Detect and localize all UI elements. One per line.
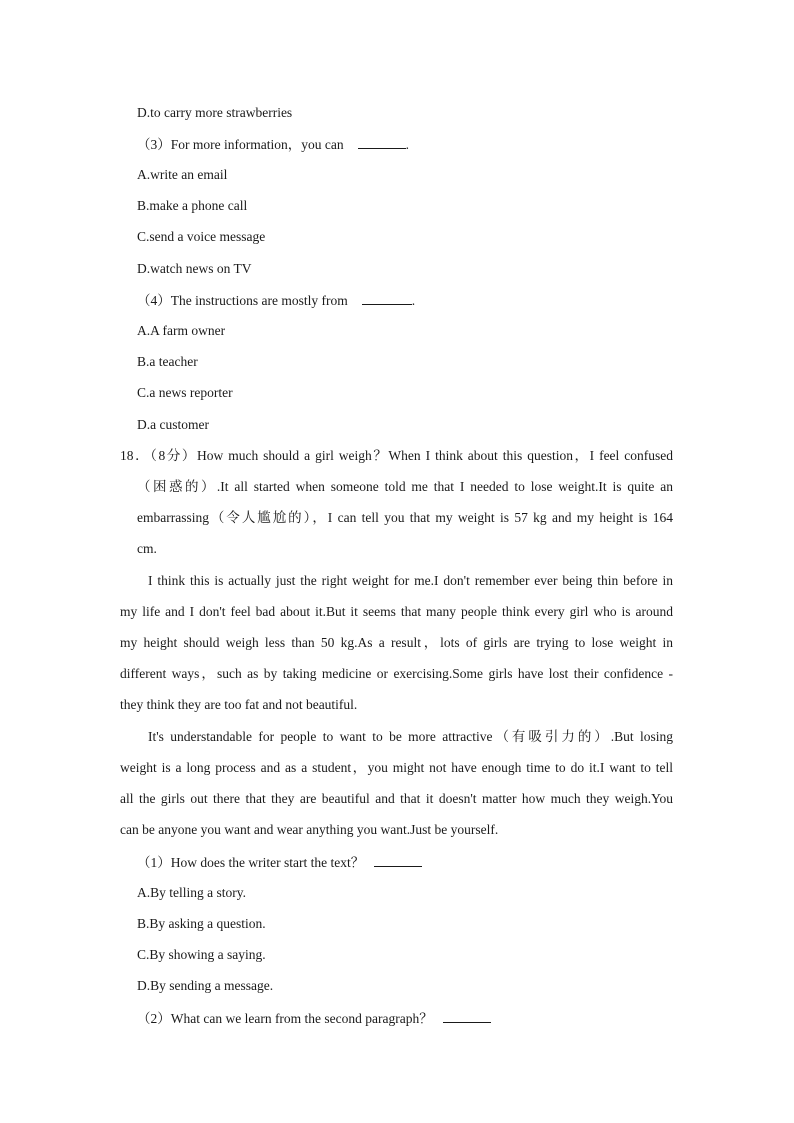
q17-3-option-b: B.make a phone call	[137, 198, 248, 213]
q18-para2-line: my height should weigh less than 50 kg.As a result，lots of girls are trying to lose weight in	[120, 635, 673, 650]
q18-1-option-b: B.By asking a question.	[137, 916, 266, 931]
q18-2-stem-text: （2）What can we learn from the second paragraph？	[137, 1011, 433, 1026]
q17-4-stem-end: .	[411, 293, 416, 308]
q17-4-stem	[137, 291, 415, 310]
answer-blank[interactable]	[374, 853, 422, 867]
q18-intro-line: cm.	[137, 541, 157, 556]
q18-para3-line: can be anyone you want and wear anything you want.Just be yourself.	[120, 822, 499, 837]
answer-blank[interactable]	[443, 1009, 491, 1023]
q17-2-option-d: D.to carry more strawberries	[137, 105, 293, 120]
q17-4-stem-text: （4）The instructions are mostly from	[137, 293, 348, 308]
q17-3-option-c: C.send a voice message	[137, 229, 266, 244]
q18-1-stem	[137, 853, 422, 872]
answer-blank[interactable]	[358, 135, 406, 149]
q17-3-option-d: D.watch news on TV	[137, 261, 252, 276]
q18-para2-line: my life and I don't feel bad about it.But it seems that many people think every girl who is around	[120, 604, 673, 619]
q18-intro-line: 18．（8分）How much should a girl weigh？When I think about this question，I feel confused	[120, 448, 673, 463]
q18-intro-line: （困惑的）.It all started when someone told me that I needed to lose weight.It is quite an	[137, 479, 673, 494]
q17-4-option-d: D.a customer	[137, 417, 209, 432]
q18-intro-line: embarrassing（令人尴尬的），I can tell you that my weight is 57 kg and my height is 164	[137, 510, 673, 525]
q18-1-option-d: D.By sending a message.	[137, 978, 274, 993]
q18-para3-line: weight is a long process and as a student，you might not have enough time to do it.I want to tell	[120, 760, 673, 775]
q17-4-option-a: A.A farm owner	[137, 323, 226, 338]
q18-2-stem	[137, 1009, 491, 1028]
q18-para3-line: It's understandable for people to want to be more attractive（有吸引力的）.But losing	[148, 729, 673, 744]
q17-4-option-c: C.a news reporter	[137, 385, 233, 400]
q18-para2-line: different ways，such as by taking medicine or exercising.Some girls have lost their confidence -	[120, 666, 673, 681]
q18-1-stem-text: （1）How does the writer start the text？	[137, 855, 365, 870]
q17-3-stem-end: .	[405, 137, 409, 152]
q17-3-stem	[137, 135, 409, 154]
answer-blank[interactable]	[362, 291, 412, 305]
q18-1-option-a: A.By telling a story.	[137, 885, 246, 900]
q18-para2-line: I think this is actually just the right weight for me.I don't remember ever being thin before in	[148, 573, 673, 588]
q18-para2-line: they think they are too fat and not beautiful.	[120, 697, 358, 712]
q17-3-option-a: A.write an email	[137, 167, 228, 182]
q18-1-option-c: C.By showing a saying.	[137, 947, 266, 962]
q17-3-stem-text: （3）For more information，you can	[137, 137, 344, 152]
q18-para3-line: all the girls out there that they are beautiful and that it doesn't matter how much they weigh.You	[120, 791, 673, 806]
q17-4-option-b: B.a teacher	[137, 354, 198, 369]
